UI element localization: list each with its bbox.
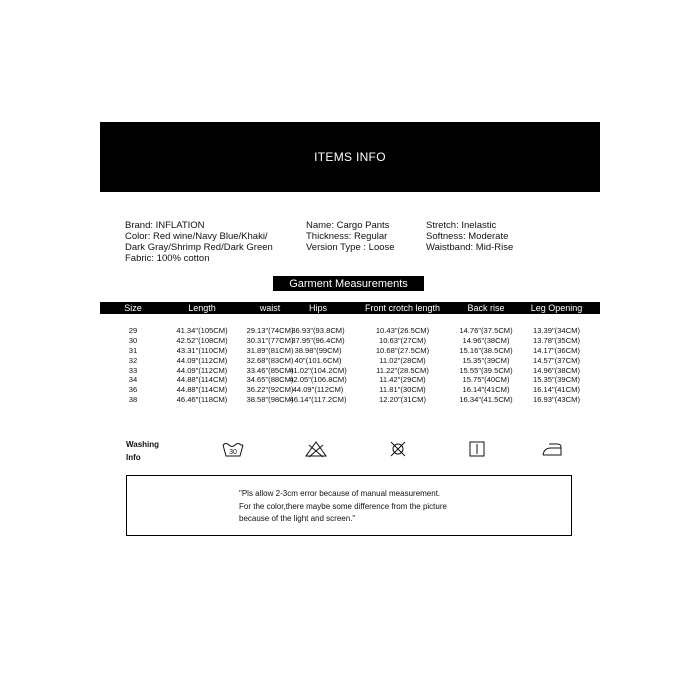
cell-hips: 44.09"(112CM)	[292, 385, 344, 395]
cell-leg-opening: 13.39"(34CM)	[532, 326, 580, 335]
cell-back-rise: 16.14"(41CM)	[462, 385, 510, 395]
header-leg-opening: Leg Opening	[530, 303, 583, 313]
line-dry-icon	[466, 440, 488, 458]
cell-waist: 32.68"(83CM)	[246, 355, 294, 365]
table-row	[100, 385, 600, 395]
cell-leg-opening: 15.35"(39CM)	[532, 375, 580, 385]
cell-waist: 31.89"(81CM)	[246, 345, 294, 355]
measurement-note-box	[126, 475, 572, 536]
cell-front-crotch: 11.02"(28CM)	[379, 355, 426, 365]
cell-leg-opening: 14.57"(37CM)	[532, 355, 580, 365]
cell-back-rise: 15.35"(39CM)	[462, 355, 510, 365]
cell-back-rise: 14.96"(38CM)	[462, 335, 510, 345]
cell-length: 42.52"(108CM)	[176, 335, 228, 345]
table-row	[100, 356, 600, 366]
softness-info: Softness: Moderate	[426, 231, 509, 242]
note-line-3: because of the light and screen."	[239, 514, 356, 523]
measurement-table-header	[100, 302, 600, 314]
cell-front-crotch: 11.42"(29CM)	[379, 375, 426, 385]
cell-front-crotch: 12.20"(31CM)	[378, 395, 426, 405]
cell-hips: 41.02"(104.2CM)	[289, 365, 347, 375]
cell-leg-opening: 13.78"(35CM)	[532, 335, 580, 345]
info-column-2	[306, 220, 395, 253]
fabric-info: Fabric: 100% cotton	[125, 253, 210, 264]
cell-hips: 42.05"(106.8CM)	[289, 375, 347, 385]
waistband-info: Waistband: Mid-Rise	[426, 242, 514, 253]
cell-length: 41.34"(105CM)	[176, 326, 228, 335]
thickness-info: Thickness: Regular	[306, 231, 388, 242]
cell-front-crotch: 11.22"(28.5CM)	[376, 365, 429, 375]
cell-length: 44.88"(114CM)	[176, 375, 228, 385]
cell-length: 44.09"(112CM)	[176, 355, 228, 365]
cell-hips: 36.93"(93.8CM)	[291, 326, 345, 335]
cell-back-rise: 15.16"(38.5CM)	[459, 345, 513, 355]
garment-measurements-label: Garment Measurements	[289, 277, 408, 290]
table-row	[100, 326, 600, 336]
washing-label-line1: Washing	[126, 440, 160, 449]
header-front-crotch: Front crotch length	[364, 303, 441, 313]
washing-info-label	[126, 438, 159, 464]
items-info-banner	[100, 122, 600, 192]
cell-front-crotch: 11.81"(30CM)	[379, 385, 426, 395]
cell-waist: 33.46"(85CM)	[246, 365, 294, 375]
info-column-1	[125, 220, 273, 264]
cell-size: 29	[128, 326, 138, 335]
cell-length: 43.31"(110CM)	[176, 345, 228, 355]
cell-waist: 30.31"(77CM)	[246, 335, 294, 345]
cell-size: 38	[128, 395, 138, 405]
color-info: Color: Red wine/Navy Blue/Khaki/	[125, 231, 268, 242]
table-row	[100, 375, 600, 385]
cell-size: 32	[128, 355, 138, 365]
cell-size: 36	[128, 385, 138, 395]
cell-length: 44.88"(114CM)	[176, 385, 228, 395]
cell-leg-opening: 14.17"(36CM)	[532, 345, 580, 355]
cell-hips: 38.98"(99CM)	[294, 345, 342, 355]
banner-title: ITEMS INFO	[314, 150, 386, 164]
no-bleach-icon	[305, 440, 327, 458]
cell-size: 34	[128, 375, 138, 385]
cell-size: 30	[128, 335, 138, 345]
cell-length: 46.46"(118CM)	[176, 395, 228, 405]
cell-length: 44.09"(112CM)	[176, 365, 228, 375]
cell-hips: 46.14"(117.2CM)	[289, 395, 347, 405]
cell-waist: 34.65"(88CM)	[246, 375, 294, 385]
cell-size: 31	[128, 345, 138, 355]
cell-back-rise: 15.55"(39.5CM)	[459, 365, 513, 375]
header-size: Size	[124, 303, 142, 313]
cell-hips: 37.95"(96.4CM)	[291, 335, 345, 345]
table-row	[100, 336, 600, 346]
cell-leg-opening: 16.93"(43CM)	[532, 395, 580, 405]
wash-temp-text: 30	[229, 449, 237, 456]
washing-label-line2: Info	[126, 453, 141, 462]
cell-front-crotch: 10.68"(27.5CM)	[375, 345, 430, 355]
header-length: Length	[188, 303, 216, 313]
table-row	[100, 346, 600, 356]
note-line-2: For the color,there maybe some difference from the picture	[239, 501, 447, 511]
measurement-note-text	[239, 488, 447, 526]
no-tumble-dry-icon	[387, 440, 409, 458]
note-line-1: "Pls allow 2-3cm error because of manual measurement.	[239, 489, 441, 498]
info-column-3	[426, 220, 513, 253]
cell-waist: 38.58"(98CM)	[246, 395, 294, 405]
cell-front-crotch: 10.63"(27CM)	[378, 335, 426, 345]
cell-waist: 29.13"(74CM)	[246, 326, 294, 335]
cell-back-rise: 14.76"(37.5CM)	[459, 326, 513, 335]
header-back-rise: Back rise	[467, 303, 505, 313]
iron-icon	[541, 440, 563, 458]
header-hips: Hips	[308, 303, 327, 313]
cell-leg-opening: 14.96"(38CM)	[532, 365, 580, 375]
name-info: Name: Cargo Pants	[306, 220, 390, 231]
cell-front-crotch: 10.43"(26.5CM)	[375, 326, 430, 335]
cell-waist: 36.22"(92CM)	[246, 385, 294, 395]
stretch-info: Stretch: Inelastic	[426, 220, 497, 231]
header-waist: waist	[259, 303, 281, 313]
garment-measurements-title	[273, 276, 424, 291]
brand-info: Brand: INFLATION	[125, 220, 205, 231]
cell-leg-opening: 16.14"(41CM)	[532, 385, 580, 395]
table-row	[100, 395, 600, 405]
table-row	[100, 366, 600, 376]
cell-size: 33	[128, 365, 138, 375]
wash-30-icon	[222, 440, 244, 458]
measurement-table-body	[100, 326, 600, 405]
cell-hips: 40"(101.6CM)	[294, 355, 342, 365]
cell-back-rise: 15.75"(40CM)	[462, 375, 510, 385]
version-info: Version Type : Loose	[306, 242, 395, 253]
cell-back-rise: 16.34"(41.5CM)	[459, 395, 513, 405]
color-info-continued: Dark Gray/Shrimp Red/Dark Green	[125, 242, 273, 253]
